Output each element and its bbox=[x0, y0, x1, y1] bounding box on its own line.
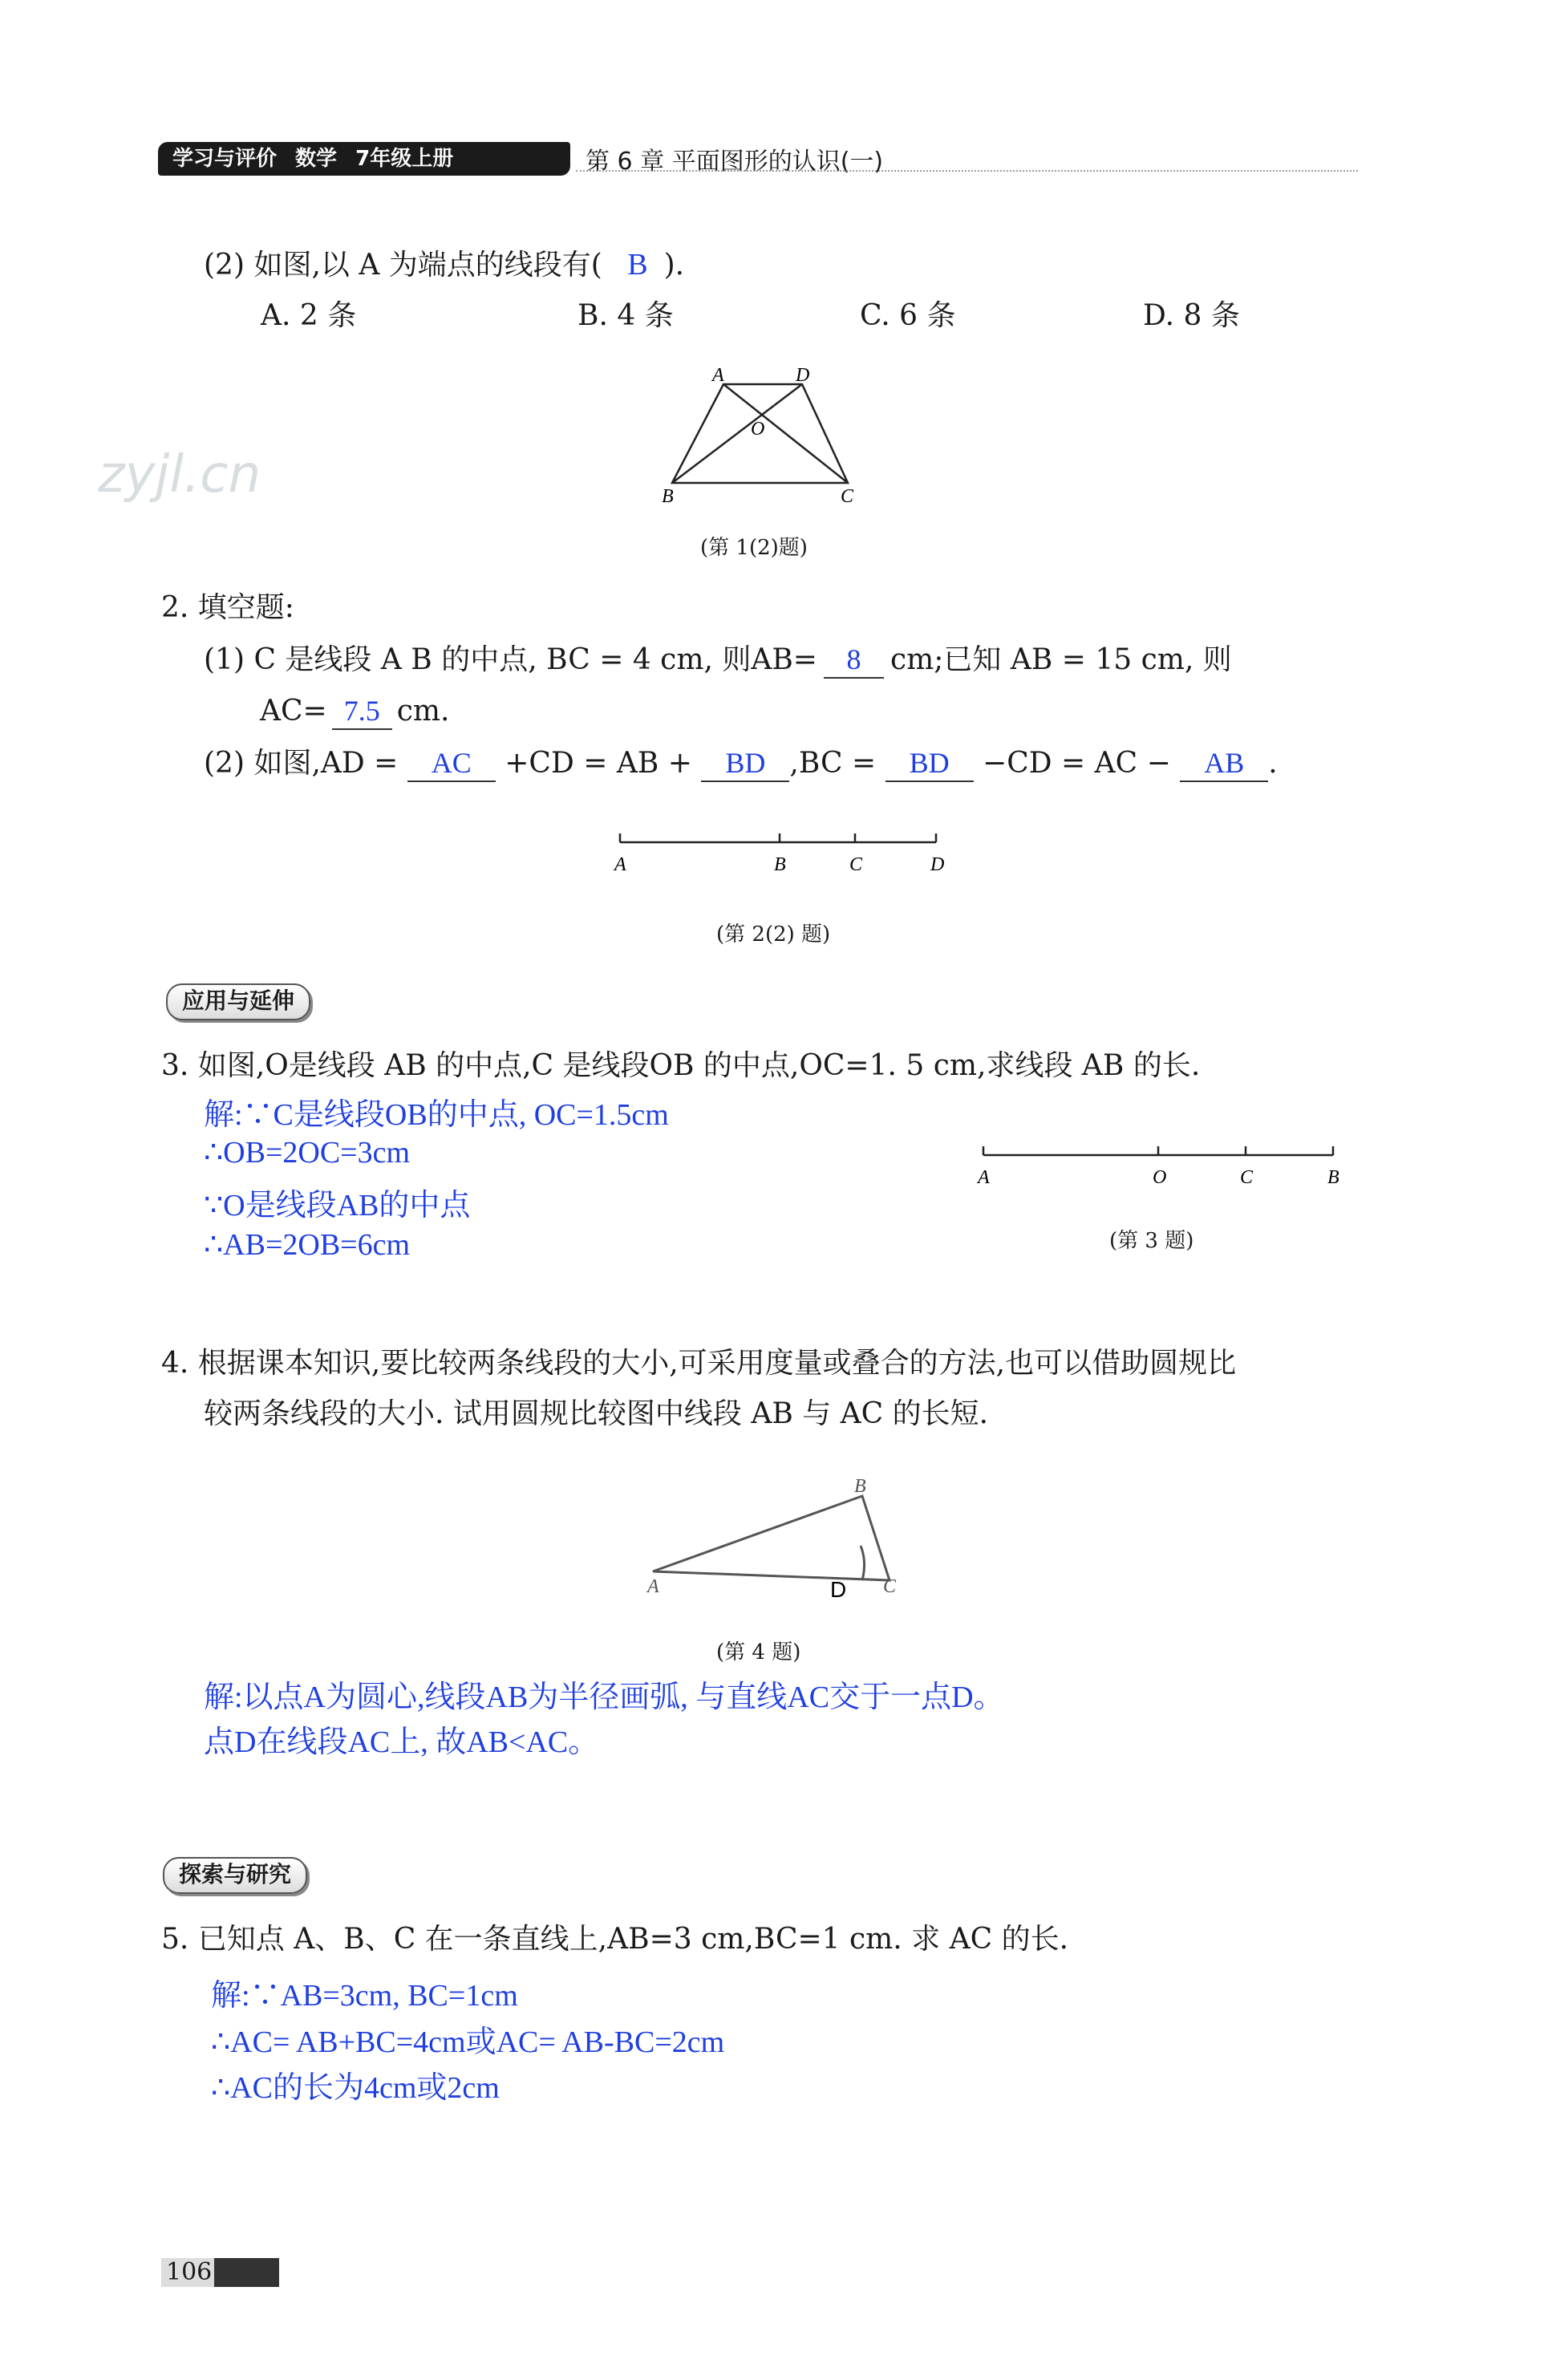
watermark: zyjl.cn bbox=[98, 445, 261, 505]
segment-figure-2 bbox=[610, 830, 954, 878]
q3-stem: 3. 如图,O是线段 AB 的中点,C 是线段OB 的中点,OC=1. 5 cm,求线段 AB 的长. bbox=[161, 1049, 1201, 1082]
answer-blank: BD bbox=[701, 745, 789, 782]
option-a: A. 2 条 bbox=[261, 299, 357, 332]
q2-1-line2 bbox=[260, 693, 449, 730]
label-d: D bbox=[930, 854, 945, 875]
label-b: B bbox=[774, 854, 786, 875]
figure-caption: (第 2(2) 题) bbox=[716, 922, 831, 947]
text: (1) C 是线段 A B 的中点, BC = 4 cm, 则AB= bbox=[204, 643, 817, 676]
stem-end: ). bbox=[663, 249, 685, 282]
text: ,BC = bbox=[789, 747, 877, 780]
label-c: C bbox=[883, 1576, 897, 1597]
label-a: A bbox=[712, 365, 724, 386]
triangle-figure bbox=[638, 1472, 910, 1608]
answer-text: B bbox=[627, 248, 648, 282]
q3-answer-line: ∴OB=2OC=3cm bbox=[204, 1136, 411, 1170]
label-d: D bbox=[830, 1577, 847, 1602]
label-c: C bbox=[849, 854, 863, 875]
q3-answer-line: ∵O是线段AB的中点 bbox=[204, 1189, 471, 1222]
text: . bbox=[1268, 747, 1278, 780]
q3-answer-line: ∴AB=2OB=6cm bbox=[204, 1228, 411, 1262]
q4-answer-line: 解:以点A为圆心,线段AB为半径画弧, 与直线AC交于一点D。 bbox=[204, 1681, 1004, 1714]
label-b: B bbox=[854, 1476, 866, 1497]
label-o: O bbox=[1153, 1167, 1167, 1188]
label-c: C bbox=[1240, 1167, 1254, 1188]
label-b: B bbox=[662, 486, 674, 507]
q4-answer-line: 点D在线段AC上, 故AB<AC。 bbox=[204, 1725, 599, 1759]
page-number-bar bbox=[161, 2258, 279, 2287]
q5-answer-line: ∴AC= AB+BC=4cm或AC= AB-BC=2cm bbox=[211, 2025, 725, 2059]
label-a: A bbox=[614, 854, 626, 875]
answer-blank: 8 bbox=[824, 642, 884, 679]
stem-text: (2) 如图,以 A 为端点的线段有( bbox=[204, 249, 602, 282]
text: cm. bbox=[396, 695, 450, 728]
trapezoid-figure bbox=[642, 361, 882, 513]
q5-stem: 5. 已知点 A、B、C 在一条直线上,AB=3 cm,BC=1 cm. 求 AC 的长. bbox=[161, 1923, 1069, 1956]
chapter-title: 第 6 章 平面图形的认识(一) bbox=[586, 148, 884, 176]
q2-2-line bbox=[204, 745, 1278, 782]
q3-answer-line: 解:∵C是线段OB的中点, OC=1.5cm bbox=[204, 1098, 669, 1132]
segment-figure-3 bbox=[975, 1143, 1352, 1191]
figure-caption: (第 3 题) bbox=[1109, 1229, 1194, 1253]
label-a: A bbox=[978, 1167, 990, 1188]
q2-1-line1 bbox=[204, 642, 1232, 679]
text: (2) 如图,AD = bbox=[204, 747, 399, 780]
figure-caption: (第 4 题) bbox=[716, 1640, 801, 1664]
answer-blank: BD bbox=[885, 745, 974, 782]
text: AC= bbox=[260, 695, 327, 728]
answer-blank: 7.5 bbox=[332, 693, 392, 730]
q1-2-stem bbox=[204, 247, 684, 283]
text: −CD = AC − bbox=[983, 747, 1171, 780]
q5-answer-line: ∴AC的长为4cm或2cm bbox=[211, 2071, 500, 2105]
header-divider bbox=[576, 170, 1358, 172]
q5-answer-line: 解:∵AB=3cm, BC=1cm bbox=[211, 1979, 518, 2013]
label-b: B bbox=[1327, 1167, 1339, 1188]
answer-blank: AC bbox=[407, 745, 496, 782]
answer-blank: AB bbox=[1180, 745, 1268, 782]
option-c: C. 6 条 bbox=[860, 299, 956, 332]
option-d: D. 8 条 bbox=[1143, 299, 1240, 332]
figure-caption: (第 1(2)题) bbox=[700, 536, 808, 560]
q4-stem-line1: 4. 根据课本知识,要比较两条线段的大小,可采用度量或叠合的方法,也可以借助圆规比 bbox=[161, 1347, 1237, 1380]
label-o: O bbox=[751, 419, 765, 440]
page-number: 106 bbox=[166, 2258, 213, 2286]
label-a: A bbox=[647, 1576, 659, 1597]
label-c: C bbox=[841, 486, 854, 507]
text: +CD = AB + bbox=[505, 747, 692, 780]
option-b: B. 4 条 bbox=[577, 299, 674, 332]
section-badge-apply: 应用与延伸 bbox=[166, 983, 310, 1020]
q2-title: 2. 填空题: bbox=[161, 591, 294, 624]
label-d: D bbox=[796, 365, 810, 386]
book-header-badge: 学习与评价 数学 7年级上册 bbox=[158, 142, 570, 176]
section-badge-explore: 探索与研究 bbox=[163, 1857, 307, 1894]
q4-stem-line2: 较两条线段的大小. 试用圆规比较图中线段 AB 与 AC 的长短. bbox=[204, 1397, 989, 1430]
text: cm;已知 AB = 15 cm, 则 bbox=[890, 643, 1232, 676]
